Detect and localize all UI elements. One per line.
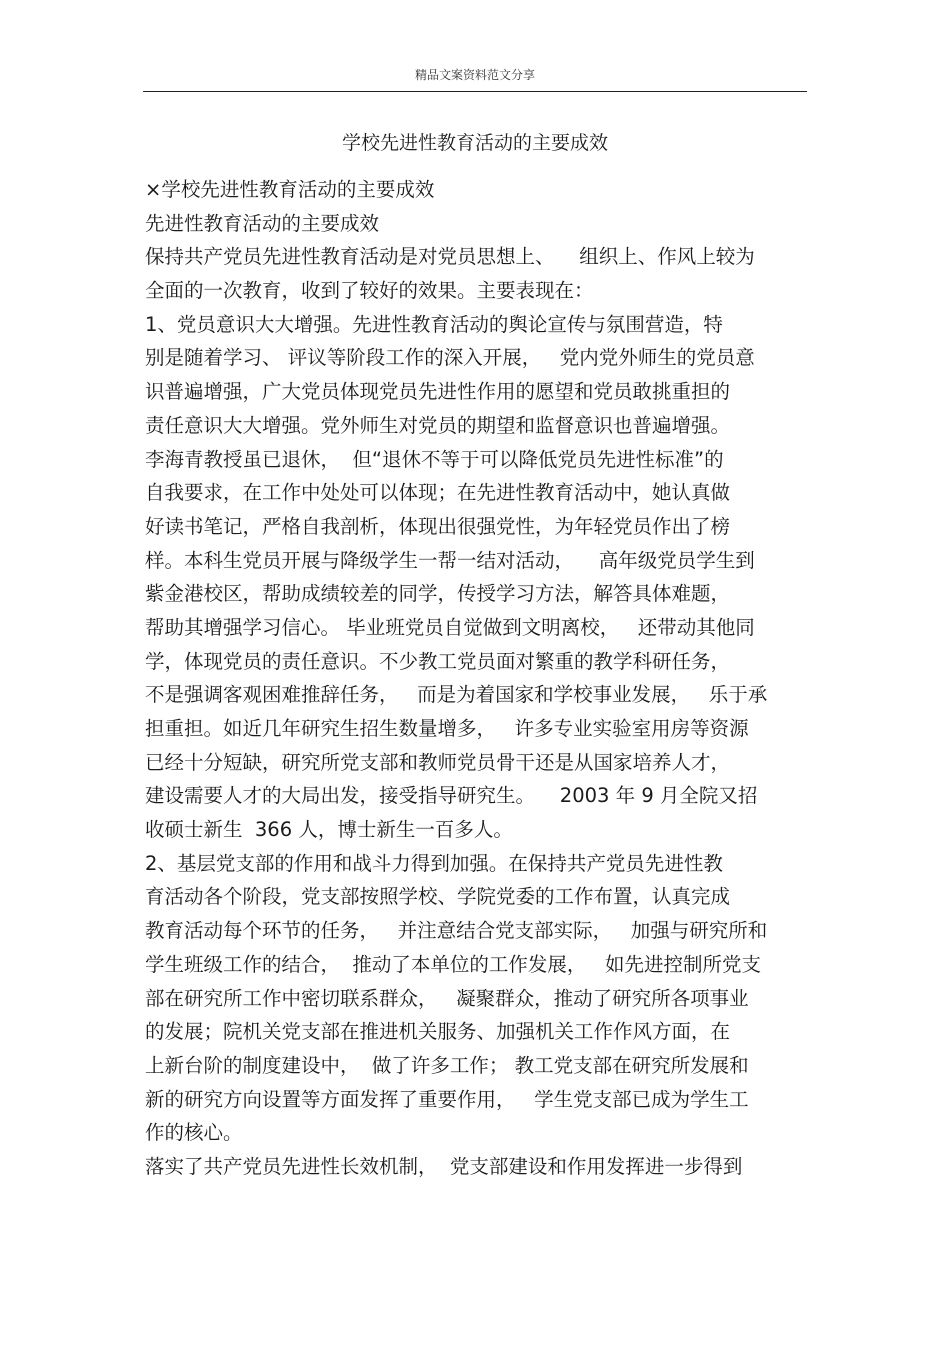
text-line: 的发展；院机关党支部在推进机关服务、加强机关工作作风方面，在 <box>145 1020 731 1044</box>
text-line: 全面的一次教育，收到了较好的效果。主要表现在： <box>145 279 594 303</box>
text-line: 落实了共产党员先进性长效机制， 党支部建设和作用发挥进一步得到 <box>145 1154 743 1178</box>
text-line: 保持共产党员先进性教育活动是对党员思想上、 组织上、作风上较为 <box>145 245 755 269</box>
text-line: 上新台阶的制度建设中， 做了许多工作； 教工党支部在研究所发展和 <box>145 1053 749 1077</box>
header-divider <box>143 91 807 92</box>
text-line: 不是强调客观困难推辞任务， 而是为着国家和学校事业发展， 乐于承 <box>145 683 768 707</box>
document-title: 学校先进性教育活动的主要成效 <box>341 132 608 154</box>
text-line: 紫金港校区，帮助成绩较差的同学，传授学习方法，解答具体难题， <box>145 582 731 606</box>
text-line: 建设需要人才的大局出发，接受指导研究生。 2003 年 9 月全院又招 <box>145 784 758 808</box>
text-line: 新的研究方向设置等方面发挥了重要作用， 学生党支部已成为学生工 <box>145 1087 749 1111</box>
text-line: 学，体现党员的责任意识。不少教工党员面对繁重的教学科研任务， <box>145 649 731 673</box>
page-header: 精品文案资料范文分享 <box>414 68 535 82</box>
text-line: 别是随着学习、 评议等阶段工作的深入开展， 党内党外师生的党员意 <box>145 346 755 370</box>
text-line: ×学校先进性教育活动的主要成效 <box>145 178 435 201</box>
text-line: 好读书笔记，严格自我剖析，体现出很强党性，为年轻党员作出了榜 <box>145 514 731 538</box>
text-line: 教育活动每个环节的任务， 并注意结合党支部实际， 加强与研究所和 <box>145 919 768 943</box>
text-line: 担重担。如近几年研究生招生数量增多， 许多专业实验室用房等资源 <box>145 717 749 740</box>
text-line: 先进性教育活动的主要成效 <box>145 211 380 235</box>
text-line: 识普遍增强，广大党员体现党员先进性作用的愿望和党员敢挑重担的 <box>145 380 731 404</box>
document-body <box>145 173 815 1184</box>
text-line: 样。本科生党员开展与降级学生一帮一结对活动， 高年级党员学生到 <box>145 548 755 572</box>
text-line: 李海青教授虽已退休， 但“退休不等于可以降低党员先进性标准”的 <box>145 447 724 471</box>
text-line: 作的核心。 <box>145 1121 243 1145</box>
text-line: 收硕士新生 366 人，博士新生一百多人。 <box>145 818 513 842</box>
text-line: 育活动各个阶段，党支部按照学校、学院党委的工作布置，认真完成 <box>145 885 731 909</box>
text-line: 自我要求，在工作中处处可以体现；在先进性教育活动中，她认真做 <box>145 481 731 505</box>
text-line: 帮助其增强学习信心。 毕业班党员自觉做到文明离校， 还带动其他同 <box>145 615 755 639</box>
text-line: 部在研究所工作中密切联系群众， 凝聚群众，推动了研究所各项事业 <box>145 986 749 1010</box>
text-line: 2、基层党支部的作用和战斗力得到加强。在保持共产党员先进性教 <box>145 851 723 875</box>
text-line: 已经十分短缺，研究所党支部和教师党员骨干还是从国家培养人才， <box>145 750 731 774</box>
text-line: 1、党员意识大大增强。先进性教育活动的舆论宣传与氛围营造，特 <box>145 312 723 336</box>
text-line: 学生班级工作的结合， 推动了本单位的工作发展， 如先进控制所党支 <box>145 952 761 976</box>
text-line: 责任意识大大增强。党外师生对党员的期望和监督意识也普遍增强。 <box>145 413 731 437</box>
